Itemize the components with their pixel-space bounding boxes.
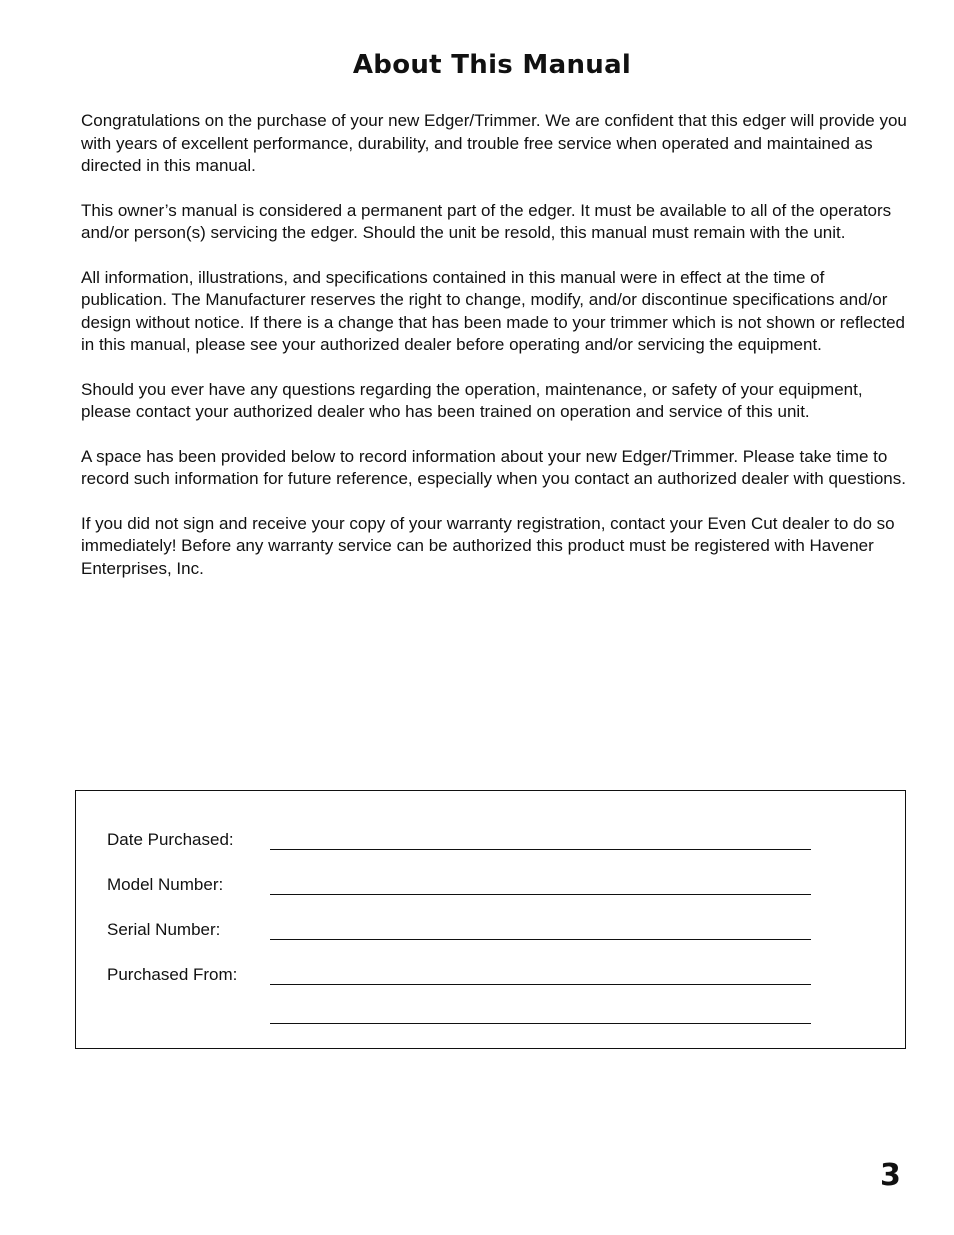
paragraph-specifications: All information, illustrations, and specifications contained in this manual were in effect at the time of publication. The Manufacturer reserves the right to change, modify, and/or discontinue specifications and/or design without notice. If there is a change that has been made to your trimmer which is not shown or reflected in this manual, please see your authorized dealer before operating and/or servicing the equipment. <box>81 267 905 354</box>
date-purchased-row <box>107 829 827 853</box>
paragraph-permanent-part: This owner’s manual is considered a permanent part of the edger. It must be available to all of the operators and/or person(s) servicing the edger. Should the unit be resold, this manual must remain with the unit. <box>81 200 892 242</box>
model-number-row <box>107 874 827 898</box>
serial-number-label: Serial Number: <box>107 920 221 939</box>
page-number: 3 <box>880 1158 901 1193</box>
paragraph-record-info: A space has been provided below to record information about your new Edger/Trimmer. Please take time to record such information for future reference, especially when you contact an authorized dealer with questions. <box>81 446 906 488</box>
purchase-record-box <box>75 790 906 1049</box>
manual-body <box>81 110 911 602</box>
model-number-label: Model Number: <box>107 875 224 894</box>
purchased-from-line[interactable] <box>270 984 811 985</box>
page-title: About This Manual <box>352 50 632 80</box>
paragraph-questions: Should you ever have any questions regarding the operation, maintenance, or safety of your equipment, please contact your authorized dealer who has been trained on operation and service of this unit. <box>81 379 863 421</box>
paragraph-warranty: If you did not sign and receive your copy of your warranty registration, contact your Even Cut dealer to do so immediately! Before any warranty service can be authorized this product must be registered with Havener Enterprises, Inc. <box>81 513 895 578</box>
model-number-line[interactable] <box>270 894 811 895</box>
date-purchased-line[interactable] <box>270 849 811 850</box>
serial-number-line[interactable] <box>270 939 811 940</box>
purchased-from-row <box>107 964 827 988</box>
serial-number-row <box>107 919 827 943</box>
paragraph-congratulations: Congratulations on the purchase of your new Edger/Trimmer. We are confident that this edger will provide you with years of excellent performance, durability, and trouble free service when operated and maintained as directed in this manual. <box>81 111 907 175</box>
purchased-from-label: Purchased From: <box>107 965 238 984</box>
date-purchased-label: Date Purchased: <box>107 830 234 849</box>
purchased-from-extra-line[interactable] <box>270 1023 811 1024</box>
purchased-from-extra-row <box>107 1003 827 1027</box>
